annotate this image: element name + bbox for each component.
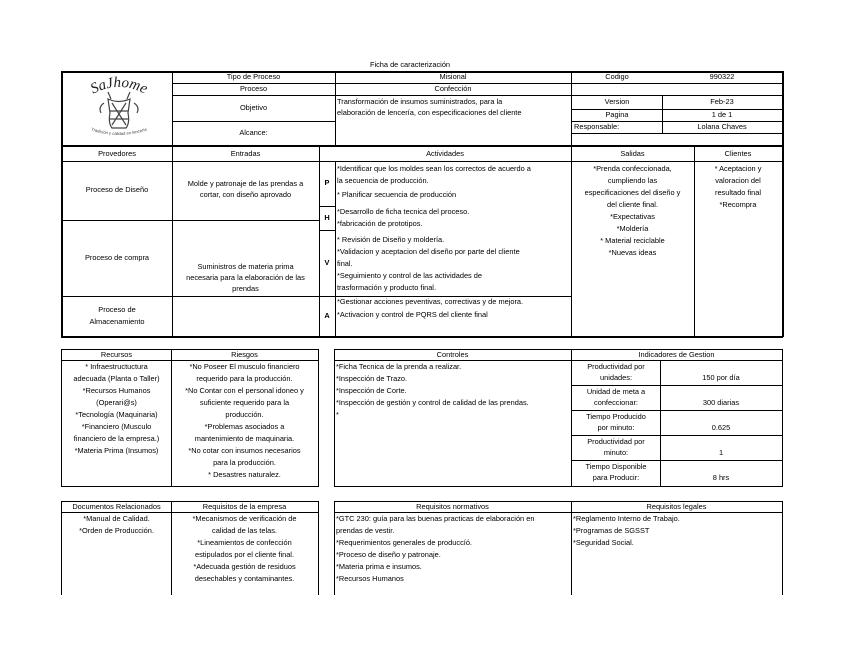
- company-req-line-5: *Adecuada gestión de residuos: [193, 562, 296, 571]
- indicator-4-label-2: minuto:: [603, 448, 629, 457]
- activity-a-1: *Gestionar acciones peventivas, correctivas y de mejora.: [337, 297, 524, 306]
- output-line-2: cumpliendo las: [607, 176, 658, 185]
- activity-p-2: la secuencia de producción.: [337, 176, 429, 185]
- output-line-6: *Moldería: [616, 224, 649, 233]
- activity-h-2: *fabricación de prototipos.: [337, 219, 423, 228]
- process-value: Confección: [434, 84, 472, 93]
- indicator-5-label-2: para Producir:: [592, 473, 640, 482]
- client-line-3: resultado final: [714, 188, 761, 197]
- risk-line-5: producción.: [225, 410, 264, 419]
- risk-line-2: requerido para la producción.: [196, 374, 293, 383]
- risk-line-7: mantenimiento de maquinaria.: [194, 434, 295, 443]
- resource-line-3: *Recursos Humanos: [82, 386, 151, 395]
- legal-req-line-2: *Programas de SGSST: [573, 526, 650, 535]
- normative-req-line-6: *Recursos Humanos: [336, 574, 404, 583]
- phase-h-letter: H: [324, 213, 330, 222]
- resource-line-7: financiero de la empresa.): [73, 434, 160, 443]
- objective-label: Objetivo: [239, 103, 268, 112]
- activity-a-2: *Activacion y control de PQRS del cliente final: [337, 310, 488, 319]
- col-activities: Actividades: [426, 149, 464, 158]
- col-outputs: Salidas: [620, 149, 645, 158]
- indicator-3-value: 0.625: [711, 423, 731, 432]
- provider-purchasing: Proceso de compra: [84, 253, 150, 262]
- risk-line-4: suficiente requerido para la: [199, 398, 290, 407]
- page-value: 1 de 1: [711, 110, 733, 119]
- indicator-4-label-1: Productividad por: [587, 437, 645, 446]
- indicator-5-value: 8 hrs: [712, 473, 730, 482]
- indicator-2-value: 300 diarias: [702, 398, 740, 407]
- phase-v-letter: V: [324, 258, 330, 267]
- page-title: Ficha de caracterización: [369, 60, 451, 69]
- company-req-line-3: *Lineamientos de confección: [197, 538, 292, 547]
- normative-req-line-3: *Requerimientos generales de produccíó.: [336, 538, 472, 547]
- control-line-4: *Inspección de gestión y control de calidad de las prendas.: [336, 398, 529, 407]
- phase-p-letter: P: [324, 178, 330, 187]
- indicator-1-value: 150 por día: [702, 373, 740, 382]
- controls-header: Controles: [436, 350, 469, 359]
- indicator-3-label-2: por minuto:: [597, 423, 635, 432]
- process-type-label: Tipo de Proceso: [226, 72, 281, 81]
- objective-line-1: Transformación de insumos suministrados, para la: [337, 97, 503, 106]
- normative-req-line-2: prendas de vestir.: [336, 526, 395, 535]
- risk-line-1: *No Poseer El musculo financiero: [189, 362, 300, 371]
- input-design-line-1: Molde y patronaje de las prendas a: [187, 179, 304, 188]
- company-req-line-2: calidad de las telas.: [212, 526, 277, 535]
- control-line-1: *Ficha Tecnica de la prenda a realizar.: [336, 362, 462, 371]
- activity-v-4: *Seguimiento y control de las actividades de: [337, 271, 483, 280]
- resource-line-8: *Materia Prima (Insumos): [74, 446, 159, 455]
- control-line-5: *: [336, 410, 339, 419]
- company-logo: [68, 73, 170, 141]
- risk-line-3: *No Contar con el personal idoneo y: [185, 386, 304, 395]
- input-design-line-2: cortar, con diseño aprovado: [199, 190, 292, 199]
- output-line-4: del cliente final.: [607, 200, 658, 209]
- responsible-value: Lolana Chaves: [697, 122, 747, 131]
- indicator-3-label-1: Tiempo Producido: [586, 412, 646, 421]
- provider-storage-line-1: Proceso de: [98, 305, 136, 314]
- objective-line-2: elaboración de lencería, con especificaciones del cliente: [337, 108, 522, 117]
- version-label: Version: [604, 97, 630, 106]
- version-value: Feb-23: [710, 97, 734, 106]
- col-inputs: Entradas: [230, 149, 261, 158]
- company-req-line-6: desechables y contaminantes.: [194, 574, 295, 583]
- indicator-1-label-1: Productividad por: [587, 362, 645, 371]
- resource-line-2: adecuada (Planta o Taller): [73, 374, 160, 383]
- resources-header: Recursos: [100, 350, 133, 359]
- scope-label: Alcance:: [239, 128, 268, 137]
- indicator-4-value: 1: [718, 448, 724, 457]
- phase-a-letter: A: [324, 311, 330, 320]
- normative-req-line-4: *Proceso de diseño y patronaje.: [336, 550, 441, 559]
- risk-line-6: *Problemas asociados a: [204, 422, 285, 431]
- process-type-value: Misional: [439, 72, 467, 81]
- activity-v-2: *Validacion y aceptacion del diseño por parte del cliente: [337, 247, 520, 256]
- output-line-7: * Material reciclable: [600, 236, 665, 245]
- normative-req-line-5: *Materia prima e insumos.: [336, 562, 422, 571]
- activity-p-1: *Identificar que los moldes sean los correctos de acuerdo a: [337, 164, 531, 173]
- indicator-2-label-1: Unidad de meta a: [586, 387, 646, 396]
- process-label: Proceso: [239, 84, 268, 93]
- client-line-4: *Recompra: [719, 200, 757, 209]
- logo-tagline: Tradición y calidad en lencería: [90, 126, 148, 137]
- control-line-2: *Inspección de Trazo.: [336, 374, 408, 383]
- corset-icon: [100, 92, 138, 128]
- document-line-2: *Orden de Producción.: [79, 526, 154, 535]
- document-line-1: *Manual de Calidad.: [83, 514, 150, 523]
- normative-req-line-1: *GTC 230: guía para las buenas practicas de elaboración en: [336, 514, 535, 523]
- resource-line-5: *Tecnología (Maquinaria): [75, 410, 158, 419]
- col-providers: Provedores: [98, 149, 136, 158]
- activity-p-3: * Planificar secuencia de producción: [337, 190, 457, 199]
- legal-req-header: Requisitos legales: [646, 502, 707, 511]
- indicators-header: Indicadores de Gestion: [638, 350, 715, 359]
- control-line-3: *Inspección de Corte.: [336, 386, 407, 395]
- activity-v-3: final.: [337, 259, 353, 268]
- activity-h-1: *Desarrollo de ficha tecnica del proceso.: [337, 207, 470, 216]
- company-req-line-4: estipulados por el cliente final.: [194, 550, 294, 559]
- output-line-8: *Nuevas ideas: [608, 248, 657, 257]
- activity-v-1: * Revisión de Diseño y moldería.: [337, 235, 445, 244]
- company-req-header: Requisitos de la empresa: [202, 502, 287, 511]
- risk-line-10: * Desastres naturalez.: [208, 470, 281, 479]
- page-label: Pagina: [605, 110, 629, 119]
- company-req-line-1: *Mecanismos de verificación de: [192, 514, 297, 523]
- provider-design: Proceso de Diseño: [85, 185, 149, 194]
- documents-header: Documentos Relacionados: [72, 502, 161, 511]
- risk-line-9: para la producción.: [213, 458, 276, 467]
- resource-line-4: (Operari@s): [96, 398, 137, 407]
- normative-req-header: Requisitos normativos: [416, 502, 489, 511]
- activity-v-5: trasformación y producto final.: [337, 283, 436, 292]
- client-line-1: * Aceptacion y: [714, 164, 762, 173]
- output-line-3: especificaciones del diseño y: [584, 188, 681, 197]
- output-line-5: *Expectativas: [610, 212, 655, 221]
- input-purchasing-line-2: necesaria para la elaboración de las: [186, 273, 305, 282]
- input-purchasing-line-1: Suministros de materia prima: [197, 262, 294, 271]
- indicator-5-label-1: Tiempo Disponible: [585, 462, 647, 471]
- code-label: Codigo: [605, 72, 629, 81]
- legal-req-line-1: *Reglamento Interno de Trabajo.: [573, 514, 680, 523]
- input-purchasing-line-3: prendas: [232, 284, 259, 293]
- legal-req-line-3: *Seguridad Social.: [573, 538, 634, 547]
- resource-line-6: *Financiero (Musculo: [81, 422, 152, 431]
- indicator-1-label-2: unidades:: [599, 373, 633, 382]
- code-value: 990322: [709, 72, 735, 81]
- col-clients: Clientes: [724, 149, 752, 158]
- risk-line-8: *No cotar con insumos necesarios: [188, 446, 301, 455]
- provider-storage-line-2: Almacenamiento: [89, 317, 145, 326]
- resource-line-1: * Infraestructuctura: [85, 362, 148, 371]
- responsible-label: Responsable:: [574, 122, 620, 131]
- client-line-2: valoracion del: [715, 176, 761, 185]
- risks-header: Riesgos: [231, 350, 258, 359]
- logo-brand: SaJhome: [88, 74, 150, 98]
- indicator-2-label-2: confeccionar:: [594, 398, 638, 407]
- output-line-1: *Prenda confeccionada,: [593, 164, 672, 173]
